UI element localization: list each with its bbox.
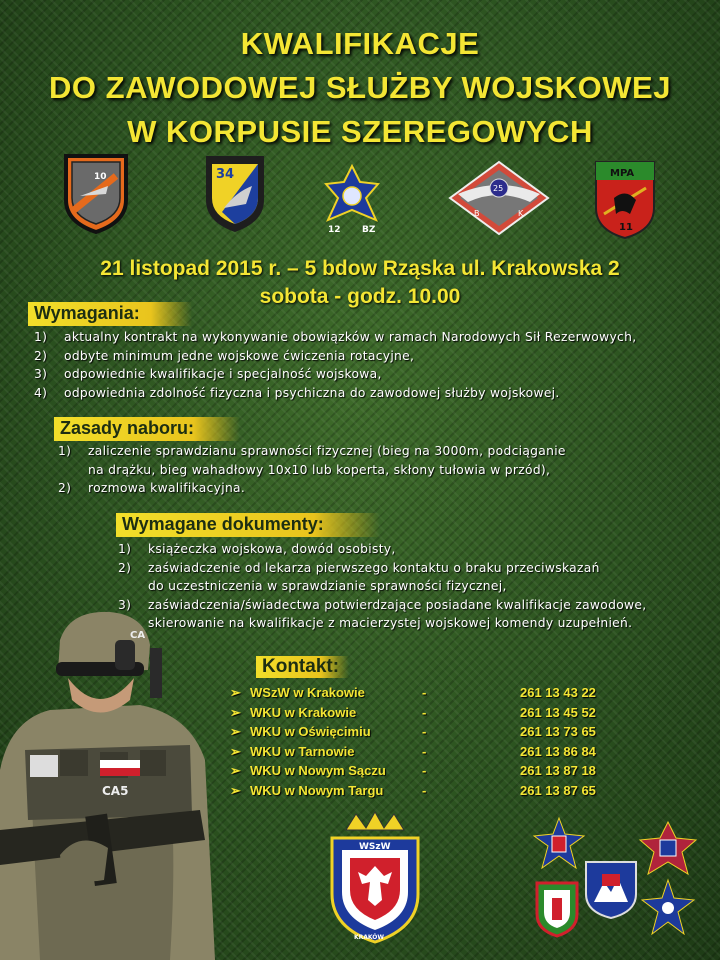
- brigade-25-wings-icon: [444, 158, 554, 238]
- brigade-10-badge-icon: [60, 152, 132, 234]
- title-line-3: W KORPUSIE SZEREGOWYCH: [127, 114, 593, 149]
- contact-row: ➢ WKU w Krakowie - 261 13 45 52: [230, 704, 596, 720]
- wszw-logo-bottom-text: KRAKÓW: [354, 934, 385, 941]
- contact-row: ➢ WKU w Oświęcimiu - 261 13 73 65: [230, 724, 596, 739]
- badge-b-label: B: [474, 209, 480, 218]
- badge-bz-label: BZ: [362, 225, 376, 235]
- arrow-bullet-icon: ➢: [230, 763, 241, 778]
- recruitment-list: [58, 442, 566, 498]
- list-item: skierowanie na kwalifikacje z macierzystej wojskowej komendy uzupełnień.: [148, 616, 633, 630]
- requirements-list: [34, 328, 636, 402]
- list-item: 1) aktualny kontrakt na wykonywanie obowiązków w ramach Narodowych Sił Rezerwowych,: [34, 330, 637, 344]
- arrow-bullet-icon: ➢: [230, 724, 241, 739]
- badge-12-label: 12: [328, 225, 341, 235]
- list-item: 1) zaliczenie sprawdzianu sprawności fizycznej (bieg na 3000m, podciąganie na drążku, bieg wahadłowy 10x10 lub koperta, skłony tułowia w przód),: [58, 444, 566, 477]
- recruitment-heading: Zasady naboru:: [54, 417, 240, 441]
- contact-row: ➢ WKU w Nowym Sączu - 261 13 87 18: [230, 763, 596, 778]
- list-item: 2) odbyte minimum jedne wojskowe ćwiczenia rotacyjne,: [34, 348, 415, 363]
- contact-row: ➢ WKU w Nowym Targu - 261 13 87 65: [230, 782, 596, 798]
- list-item: 3) zaświadczenia/świadectwa potwierdzające posiadane kwalifikacje zawodowe,: [118, 597, 647, 612]
- event-time: sobota - godz. 10.00: [259, 285, 461, 308]
- contact-row: ➢ WKU w Tarnowie - 261 13 86 84: [230, 743, 596, 759]
- list-item: 2) zaświadczenie od lekarza pierwszego kontaktu o braku przeciwskazań do uczestniczenia w sprawdzianie sprawności fizycznej,: [118, 560, 600, 593]
- mpa-11-shield-icon: [592, 158, 658, 240]
- title-line-1: KWALIFIKACJE: [240, 26, 480, 61]
- soldier-patch-ca: CA: [130, 630, 146, 641]
- arrow-bullet-icon: ➢: [230, 743, 241, 759]
- arrow-bullet-icon: ➢: [230, 782, 241, 798]
- documents-heading: Wymagane dokumenty:: [116, 513, 380, 537]
- wszw-krakow-shield-icon: [326, 810, 424, 944]
- wku-shield-green-icon: [534, 880, 580, 938]
- arrow-bullet-icon: ➢: [230, 704, 241, 720]
- contact-list: [230, 685, 650, 802]
- requirements-heading: Wymagania:: [28, 302, 192, 326]
- list-item: 1) książeczka wojskowa, dowód osobisty,: [118, 542, 396, 556]
- mpa-number: 11: [619, 222, 633, 233]
- wku-red-cross-emblem-icon: [638, 820, 698, 876]
- badge-10-label: 10: [94, 172, 107, 182]
- wku-mountain-shield-icon: [582, 858, 640, 920]
- soldier-photo-icon: [0, 600, 220, 960]
- soldier-patch-ca5: CA5: [102, 784, 129, 798]
- page-title: [0, 22, 720, 154]
- mpa-label: MPA: [610, 168, 635, 179]
- contact-heading: Kontakt:: [256, 656, 349, 678]
- list-item: 4) odpowiednia zdolność fizyczna i psychiczna do zawodowej służby wojskowej.: [34, 385, 560, 400]
- wszw-logo-top-text: WSzW: [359, 842, 391, 852]
- list-item: 3) odpowiednie kwalifikacje i specjalność wojskowa,: [34, 367, 382, 381]
- brigade-34-badge-icon: [202, 152, 268, 234]
- badge-25-label: 25: [493, 184, 504, 193]
- title-line-2: DO ZAWODOWEJ SŁUŻBY WOJSKOWEJ: [49, 70, 671, 105]
- wku-star-cross-icon: [640, 878, 696, 938]
- wku-cross-emblem-icon: [532, 816, 586, 872]
- contact-row: ➢ WSzW w Krakowie - 261 13 43 22: [230, 685, 596, 700]
- event-date-location: 21 listopad 2015 r. – 5 bdow Rząska ul. Krakowska 2: [100, 257, 620, 280]
- brigade-12-cross-icon: [320, 162, 384, 236]
- badge-34-label: 34: [216, 167, 235, 182]
- badge-k-label: K: [518, 209, 524, 218]
- arrow-bullet-icon: ➢: [230, 685, 241, 700]
- list-item: 2) rozmowa kwalifikacyjna.: [58, 481, 246, 495]
